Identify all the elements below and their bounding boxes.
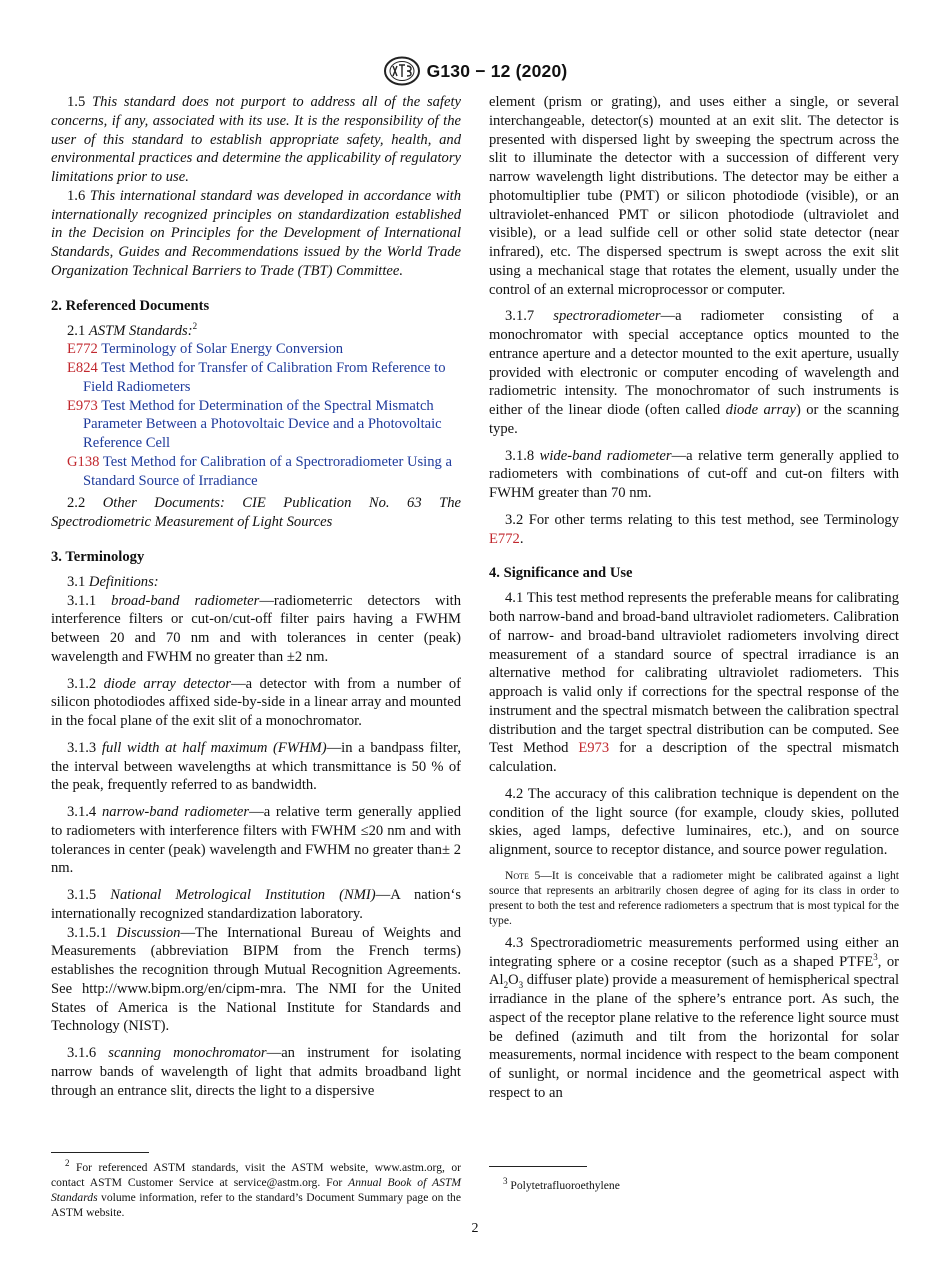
paragraph-3-1-5: 3.1.5 National Metrological Institution (NMI)—A nation‘s internationally recognized standardization laboratory. bbox=[51, 887, 462, 922]
reference-link-g138[interactable]: G138 Test Method for Calibration of a Spectroradiometer Using a Standard Source of Irradiance bbox=[67, 453, 452, 489]
footnote-2: $^2$ For referenced ASTM standards, visit the ASTM website, www.astm.org, or contact ASTM Customer Service at service@astm.org. For Annual Book of ASTM Standards volume information, refer to the standard’s Document Summary page on the ASTM website. bbox=[51, 1158, 461, 1219]
page-header bbox=[0, 56, 950, 86]
paragraph-3-1-5-1: 3.1.5.1 Discussion—The International Bureau of Weights and Measurements (abbreviation BIPM from the French terms) establishes the recognition through Mutual Recognition Agreements. See http://www.bipm.org/en/cipm-mra. The NMI for the United States of America is the National Institute for Standards and Technology (NIST). bbox=[51, 924, 461, 1035]
right-column bbox=[489, 93, 899, 1103]
section-3-heading: 3. Terminology bbox=[51, 548, 145, 565]
paragraph-3-1-1: 3.1.1 broad-band radiometer—radiometerric detectors with interference filters or cut-on/cut-off filter pairs having a FWHM between 20 and 70 nm and with tolerances in center (peak) wavelength and FWHM no greater than ±2 nm. bbox=[51, 592, 462, 665]
paragraph-3-1-6: 3.1.6 scanning monochromator—an instrument for isolating narrow bands of wavelength of light that admits broadband light through an entrance slit, directs the light to a dispersive bbox=[51, 1045, 461, 1099]
paragraph-2-2: 2.2 Other Documents: CIE Publication No. 63 The Spectrodiometric Measurement of Light Sources bbox=[51, 495, 461, 530]
paragraph-1-5: 1.5 This standard does not purport to address all of the safety concerns, if any, associated with its use. It is the responsibility of the user of this standard to establish appropriate safety, health, and environmental practices and determine the applicability of regulatory limitations prior to use. bbox=[51, 94, 461, 185]
link-e772[interactable]: E772 bbox=[489, 530, 520, 547]
reference-link-e772[interactable]: E772 Terminology of Solar Energy Conversion bbox=[67, 341, 344, 358]
section-4-heading: 4. Significance and Use bbox=[489, 565, 633, 582]
reference-link-e973[interactable]: E973 Test Method for Determination of the Spectral Mismatch Parameter Between a Photovoltaic Device and a Photovoltaic Reference Cell bbox=[67, 397, 442, 451]
footnote-divider bbox=[51, 1152, 149, 1153]
astm-logo-icon bbox=[383, 56, 421, 86]
paragraph-4-2: 4.2 The accuracy of this calibration technique is dependent on the condition of the light source (for example, cloudy skies, polluted skies, aged lamps, defective luminaires, etc.), and on source alignment, source to receptor distance, and source power regulation. bbox=[489, 785, 899, 858]
referenced-standards-list bbox=[51, 340, 461, 490]
paragraph-3-1-6-continued: element (prism or grating), and uses either a single, or several interchangeable, detector(s) mounted at an exit slit. The detector is presented with dispersed light by sweeping the spectrum across the slit to illuminate the detector with a succession of different very narrow wavelength light distributions. The detector may be either a photomultiplier tube (PMT) or silicon photodiode (visible), or an ultraviolet-enhanced PMT or silicon photodiode (ultraviolet and visible), or a lead sulfide cell or other solid state detector (near infrared), etc. The dispersed spectrum is swept across the exit slit using a mechanical stage that rotates the element, usually under the control of an external microprocessor or computer. bbox=[489, 94, 899, 298]
page-number: 2 bbox=[471, 1221, 479, 1236]
footnote-3: $^3$ Polytetrafluoroethylene bbox=[503, 1176, 620, 1192]
paragraph-3-1-4: 3.1.4 narrow-band radiometer—a relative term generally applied to radiometers with interference filters with FWHM ≤20 nm and with tolerances in center (peak) wavelength and FWHM no greater than± 2 nm. bbox=[51, 804, 461, 877]
section-2-heading: 2. Referenced Documents bbox=[51, 297, 210, 314]
reference-link-e824[interactable]: E824 Test Method for Transfer of Calibration From Reference to Field Radiometers bbox=[67, 360, 446, 395]
paragraph-3-1-2: 3.1.2 diode array detector—a detector with from a number of silicon photodiodes affixed side-by-side in a linear array and mounted in the focal plane of the exit slit of a monochromator. bbox=[51, 675, 462, 729]
link-e973[interactable]: E973 bbox=[578, 740, 610, 757]
note-5: Note 5—It is conceivable that a radiometer might be calibrated against a light source that represents an arbitrarily chosen degree of aging for its class in order to present to both the test and reference radiometers a spectrum that is most typical for the type. bbox=[489, 868, 899, 927]
paragraph-3-2: 3.2 For other terms relating to this test method, see Terminology E772. bbox=[489, 511, 899, 547]
paragraph-4-3: 4.3 Spectroradiometric measurements performed using either an integrating sphere or a cosine receptor (such as a shaped PTFE$^3$, or $Al_2O_3$ diffuser plate) provide a measurement of hemispherical spectral irradiance in the plane of the sphere’s entrance port. As such, the aspect of the receptor plane relative to the reference light source must be defined (azimuth and tilt from the horizontal for solar measurements, normal incidence with respect to the beam component of sunlight, or normal incidence and the geometrical aspect with respect to an bbox=[489, 934, 899, 1101]
paragraph-3-1-3: 3.1.3 full width at half maximum (FWHM)—in a bandpass filter, the interval between wavelengths at which transmittance is 50 % of the peak, frequently referred to as bandwidth. bbox=[51, 739, 461, 794]
footnote-divider-right bbox=[489, 1166, 587, 1167]
paragraph-1-6: 1.6 This international standard was developed in accordance with internationally recognized principles on standardization established in the Decision on Principles for the Development of International Standards, Guides and Recommendations issued by the World Trade Organization Technical Barriers to Trade (TBT) Committee. bbox=[51, 187, 462, 279]
paragraph-3-1-7: 3.1.7 spectroradiometer—a radiometer consisting of a monochromator with special acceptance optics mounted to the entrance aperture and a detector mounted to the exit aperture, usually provided with electronic or computer encoding of wavelength and radiometric intensity. The monochromator of such instruments is either of the linear diode (often called diode array) or the scanning type. bbox=[489, 308, 899, 437]
paragraph-2-1: 2.1 ASTM Standards:$^2$ bbox=[67, 320, 198, 339]
paragraph-3-1-8: 3.1.8 wide-band radiometer—a relative term generally applied to radiometers with combinations of cut-off and cut-on filters with FWHM greater than 70 nm. bbox=[489, 447, 899, 501]
document-code: G130 − 12 (2020) bbox=[426, 60, 568, 81]
paragraph-3-1: 3.1 Definitions: bbox=[67, 573, 159, 590]
left-column bbox=[51, 93, 461, 1100]
paragraph-4-1: 4.1 This test method represents the preferable means for calibrating both narrow-band and broad-band ultraviolet radiometers. Calibration of narrow- and broad-band ultraviolet radiometers involving direct measurement of a standard source of spectral irradiance is an alternative method for calibrating ultraviolet radiometers. This approach is valid only if corrections for the spectral response of the instrument and the spectral mismatch between the calibration spectral distribution and the target spectral distribution can be computed. See Test Method E973 for a description of the spectral mismatch calculation. bbox=[489, 590, 900, 775]
